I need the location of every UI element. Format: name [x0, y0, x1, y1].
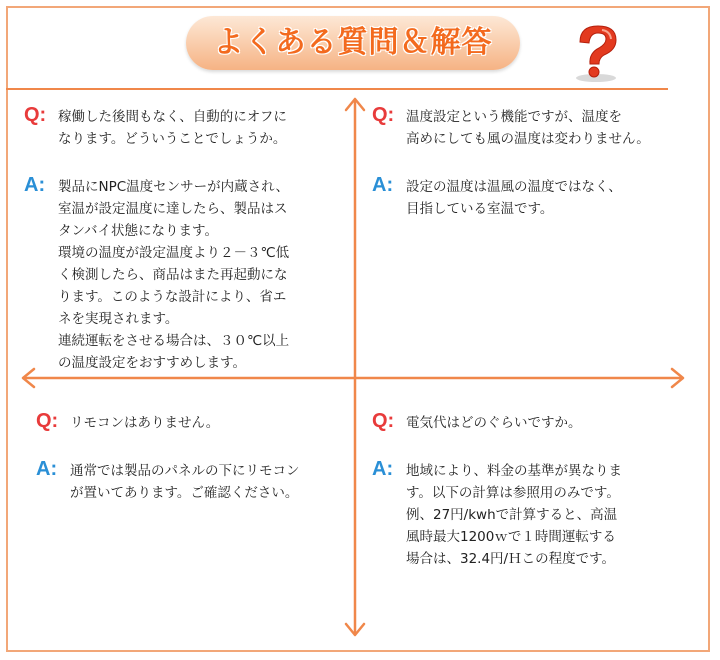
- a-label: A:: [372, 458, 394, 480]
- answer-text: 設定の温度は温風の温度ではなく、 目指している室温です。: [406, 179, 622, 217]
- answer-text: 通常では製品のパネルの下にリモコン が置いてあります。ご確認ください。: [70, 463, 300, 501]
- q-label: Q:: [24, 104, 47, 126]
- answer-text: 地域により、料金の基準が異なりま す。以下の計算は参照用のみです。 例、27円/kwhで計算すると、高温 風時最大1200ｗで１時間運転する 場合は、32.4円/Ｈこの程度です。: [406, 463, 622, 567]
- a-label: A:: [36, 458, 58, 480]
- question-block: [24, 106, 344, 150]
- answer-block: [372, 460, 692, 570]
- q-label: Q:: [372, 104, 395, 126]
- faq-item-3: [36, 412, 346, 504]
- question-block: [372, 106, 692, 150]
- question-block: [372, 412, 692, 434]
- question-text: 温度設定という機能ですが、温度を 高めにしても風の温度は変わりません。: [406, 109, 650, 147]
- question-text: 電気代はどのぐらいですか。: [406, 415, 582, 431]
- answer-block: [36, 460, 346, 504]
- q-label: Q:: [372, 410, 395, 432]
- question-text: 稼働した後間もなく、自動的にオフに なります。どういうことでしょうか。: [58, 109, 287, 147]
- answer-block: [372, 176, 692, 220]
- faq-item-2: [372, 106, 692, 220]
- a-label: A:: [372, 174, 394, 196]
- answer-block: [24, 176, 344, 374]
- a-label: A:: [24, 174, 46, 196]
- question-text: リモコンはありません。: [70, 415, 220, 431]
- page-title: よくある質問＆解答: [213, 25, 493, 60]
- q-label: Q:: [36, 410, 59, 432]
- answer-text: 製品にNPC温度センサーが内蔵され、 室温が設定温度に達したら、製品はス タンバイ状態になります。 環境の温度が設定温度より２－３℃低 く検測したら、商品はまた再起動にな ります。このような設計により、省エ ネを実現されます。 連続運転をさせる場合は、３０℃以上 の温度設定をおすすめします。: [58, 179, 290, 371]
- faq-item-4: [372, 412, 692, 570]
- question-block: [36, 412, 346, 434]
- faq-item-1: [24, 106, 344, 374]
